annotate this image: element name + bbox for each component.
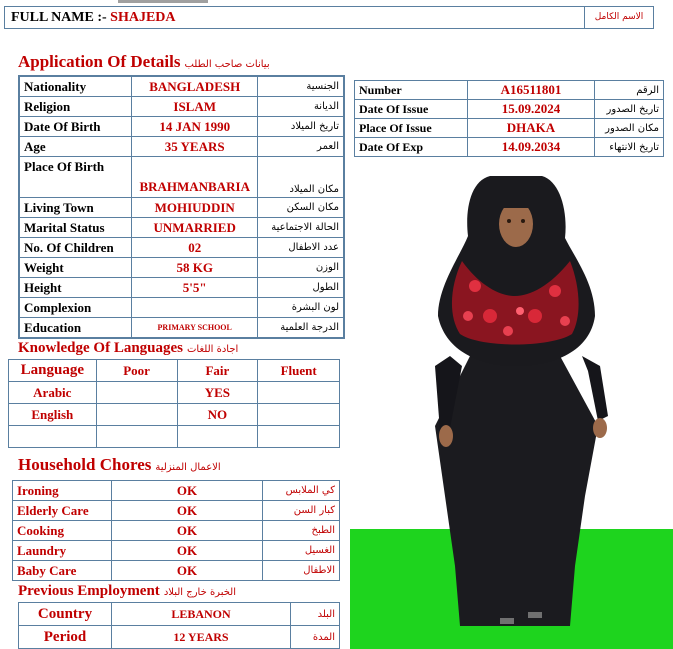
dob-value: 14 JAN 1990 [132, 117, 258, 137]
table-row [19, 298, 344, 318]
table-row [19, 97, 344, 117]
passport-number-arabic: الرقم [595, 81, 664, 100]
full-name-row [11, 10, 176, 26]
poor-column-header: Poor [96, 360, 177, 382]
chores-heading-text: Household Chores [18, 455, 152, 474]
household-chores-table [12, 480, 340, 581]
table-row [19, 318, 344, 339]
height-label: Height [19, 278, 132, 298]
place-of-birth-value: BRAHMANBARIA [132, 157, 258, 198]
issue-place-arabic: مكان الصدور [595, 119, 664, 138]
nationality-value: BANGLADESH [132, 76, 258, 97]
period-value: 12 YEARS [112, 626, 291, 649]
issue-date-value: 15.09.2024 [468, 100, 595, 119]
fluent-column-header: Fluent [258, 360, 340, 382]
dob-arabic: تاريخ الميلاد [258, 117, 344, 137]
religion-label: Religion [19, 97, 132, 117]
period-arabic: المدة [291, 626, 340, 649]
passport-details-table [354, 80, 664, 157]
table-row [19, 117, 344, 137]
religion-arabic: الديانة [258, 97, 344, 117]
language-fair: NO [177, 404, 258, 426]
baby-care-arabic: الاطفال [263, 561, 340, 581]
table-row [19, 258, 344, 278]
issue-place-label: Place Of Issue [355, 119, 468, 138]
living-town-value: MOHIUDDIN [132, 198, 258, 218]
table-row [19, 278, 344, 298]
marital-status-value: UNMARRIED [132, 218, 258, 238]
height-arabic: الطول [258, 278, 344, 298]
weight-label: Weight [19, 258, 132, 278]
issue-date-arabic: تاريخ الصدور [595, 100, 664, 119]
cooking-value: OK [112, 521, 263, 541]
language-name: Arabic [9, 382, 97, 404]
language-name [9, 426, 97, 448]
table-row [19, 198, 344, 218]
religion-value: ISLAM [132, 97, 258, 117]
languages-heading-text: Knowledge Of Languages [18, 340, 184, 356]
language-fluent [258, 404, 340, 426]
age-label: Age [19, 137, 132, 157]
fair-column-header: Fair [177, 360, 258, 382]
table-row [13, 521, 340, 541]
passport-number-label: Number [355, 81, 468, 100]
expiry-date-arabic: تاريخ الانتهاء [595, 138, 664, 157]
full-name-bar [4, 6, 654, 29]
application-heading-arabic: بيانات صاحب الطلب [184, 59, 270, 70]
place-of-birth-label: Place Of Birth [19, 157, 132, 198]
chores-heading-arabic: الاعمال المنزلية [155, 462, 221, 473]
expiry-date-label: Date Of Exp [355, 138, 468, 157]
table-row [19, 626, 340, 649]
application-details-table [18, 75, 345, 339]
height-value: 5'5" [132, 278, 258, 298]
languages-heading [18, 340, 238, 357]
full-name-value: SHAJEDA [110, 10, 176, 25]
table-row [355, 119, 664, 138]
languages-heading-arabic: اجادة اللغات [187, 344, 239, 355]
issue-place-value: DHAKA [468, 119, 595, 138]
employment-heading-arabic: الخبرة خارج البلاد [163, 587, 236, 598]
age-arabic: العمر [258, 137, 344, 157]
table-row [9, 404, 340, 426]
age-value: 35 YEARS [132, 137, 258, 157]
children-label: No. Of Children [19, 238, 132, 258]
laundry-value: OK [112, 541, 263, 561]
cooking-arabic: الطبخ [263, 521, 340, 541]
applicant-photo-illustration [350, 166, 673, 649]
language-fluent [258, 426, 340, 448]
language-poor [96, 426, 177, 448]
language-poor [96, 404, 177, 426]
weight-value: 58 KG [132, 258, 258, 278]
period-label: Period [19, 626, 112, 649]
dob-label: Date Of Birth [19, 117, 132, 137]
country-label: Country [19, 603, 112, 626]
application-heading [18, 52, 270, 72]
living-town-label: Living Town [19, 198, 132, 218]
ironing-value: OK [112, 481, 263, 501]
weight-arabic: الوزن [258, 258, 344, 278]
table-row [13, 541, 340, 561]
chores-heading [18, 455, 221, 475]
children-value: 02 [132, 238, 258, 258]
complexion-value [132, 298, 258, 318]
table-header-row [9, 360, 340, 382]
cooking-label: Cooking [13, 521, 112, 541]
table-row [355, 138, 664, 157]
table-row [19, 238, 344, 258]
top-photo-strip [118, 0, 208, 3]
language-fair: YES [177, 382, 258, 404]
nationality-arabic: الجنسية [258, 76, 344, 97]
nationality-label: Nationality [19, 76, 132, 97]
language-poor [96, 382, 177, 404]
ironing-arabic: كي الملابس [263, 481, 340, 501]
table-row [19, 218, 344, 238]
baby-care-value: OK [112, 561, 263, 581]
application-heading-text: Application Of Details [18, 52, 181, 71]
complexion-label: Complexion [19, 298, 132, 318]
table-row [355, 81, 664, 100]
education-arabic: الدرجة العلمية [258, 318, 344, 339]
table-row [13, 481, 340, 501]
children-arabic: عدد الاطفال [258, 238, 344, 258]
ironing-label: Ironing [13, 481, 112, 501]
country-value: LEBANON [112, 603, 291, 626]
language-fair [177, 426, 258, 448]
applicant-photo [350, 166, 673, 649]
table-row [9, 382, 340, 404]
full-name-arabic-label: الاسم الكامل [584, 7, 653, 28]
elderly-care-arabic: كبار السن [263, 501, 340, 521]
marital-status-arabic: الحالة الاجتماعية [258, 218, 344, 238]
table-row [13, 561, 340, 581]
table-row [19, 157, 344, 198]
marital-status-label: Marital Status [19, 218, 132, 238]
elderly-care-label: Elderly Care [13, 501, 112, 521]
languages-table [8, 359, 340, 448]
country-arabic: البلد [291, 603, 340, 626]
table-row [355, 100, 664, 119]
education-value: PRIMARY SCHOOL [132, 318, 258, 339]
table-row [19, 603, 340, 626]
table-row [19, 76, 344, 97]
living-town-arabic: مكان السكن [258, 198, 344, 218]
previous-employment-table [18, 602, 340, 649]
laundry-arabic: الغسيل [263, 541, 340, 561]
table-row [13, 501, 340, 521]
laundry-label: Laundry [13, 541, 112, 561]
issue-date-label: Date Of Issue [355, 100, 468, 119]
table-row [9, 426, 340, 448]
place-of-birth-arabic: مكان الميلاد [258, 157, 344, 198]
expiry-date-value: 14.09.2034 [468, 138, 595, 157]
language-fluent [258, 382, 340, 404]
language-name: English [9, 404, 97, 426]
employment-heading-text: Previous Employment [18, 583, 160, 599]
table-row [19, 137, 344, 157]
passport-number-value: A16511801 [468, 81, 595, 100]
full-name-label: FULL NAME :- [11, 10, 111, 25]
education-label: Education [19, 318, 132, 339]
language-column-header: Language [9, 360, 97, 382]
complexion-arabic: لون البشرة [258, 298, 344, 318]
elderly-care-value: OK [112, 501, 263, 521]
employment-heading [18, 583, 236, 600]
baby-care-label: Baby Care [13, 561, 112, 581]
